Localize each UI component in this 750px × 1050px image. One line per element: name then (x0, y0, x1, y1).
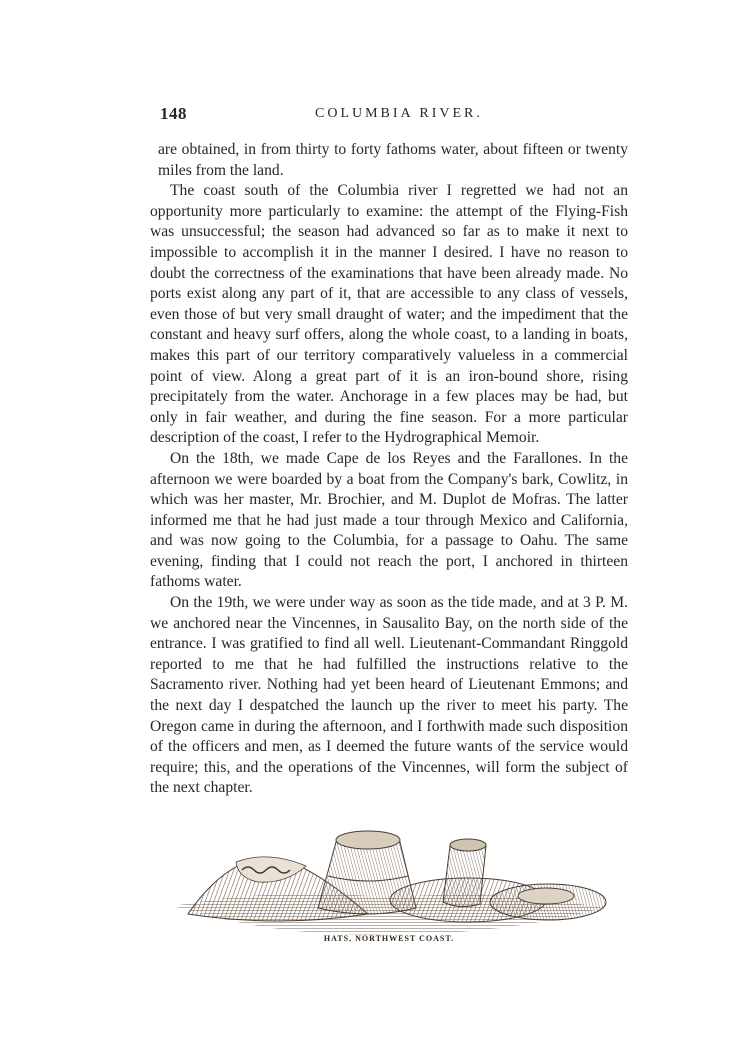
hats-engraving-icon (168, 816, 608, 941)
paragraph-coast-south: The coast south of the Columbia river I regretted we had not an opportunity more particularly to examine: the attempt of the Flying-Fish was unsuccessful; the season had advanced so far as to make it next to impossible to accomplish it in the manner I desired. I have no reason to doubt the correctness of the examinations that have been already made. No ports exist along any part of it, that are accessible to any class of vessels, even those of but very small draught of water; and the impediment that the constant and heavy surf offers, along the whole coast, to a landing in boats, makes this part of our territory comparatively valueless in a commercial point of view. Along a great part of it is an iron-bound shore, rising precipitately from the water. Anchorage in a few places may be had, but only in fair weather, and during the fine season. For a more particular description of the coast, I refer to the Hydrographical Memoir. (150, 182, 628, 447)
page-number: 148 (160, 104, 187, 123)
paragraph-eighteenth: On the 18th, we made Cape de los Reyes and the Farallones. In the afternoon we were boarded by a boat from the Company's bark, Cowlitz, in which was her master, Mr. Brochier, and M. Duplot de Mofras. The latter informed me that he had just made a tour through Mexico and California, and was now going to the Columbia, for a passage to Oahu. The same evening, finding that I could not reach the port, I anchored in thirteen fathoms water. (150, 449, 628, 591)
figure-caption: HATS, NORTHWEST COAST. (323, 934, 455, 943)
page-header-title: COLUMBIA RIVER. (315, 106, 483, 121)
running-head (160, 104, 630, 128)
body-text (150, 140, 628, 799)
paragraph-continuation: are obtained, in from thirty to forty fathoms water, about fifteen or twenty miles from the land. (158, 141, 628, 179)
paragraph-nineteenth: On the 19th, we were under way as soon as the tide made, and at 3 P. M. we anchored near the Vincennes, in Sausalito Bay, on the north side of the entrance. I was gratified to find all well. Lieutenant-Commandant Ringgold reported to me that he had fulfilled the instructions relative to the Sacramento river. Nothing had yet been heard of Lieutenant Emmons; and the next day I despatched the launch up the river to meet his party. The Oregon came in during the afternoon, and I forthwith made such disposition of the officers and men, as I deemed the future wants of the service would require; this, and the operations of the Vincennes, will form the subject of the next chapter. (150, 594, 628, 797)
